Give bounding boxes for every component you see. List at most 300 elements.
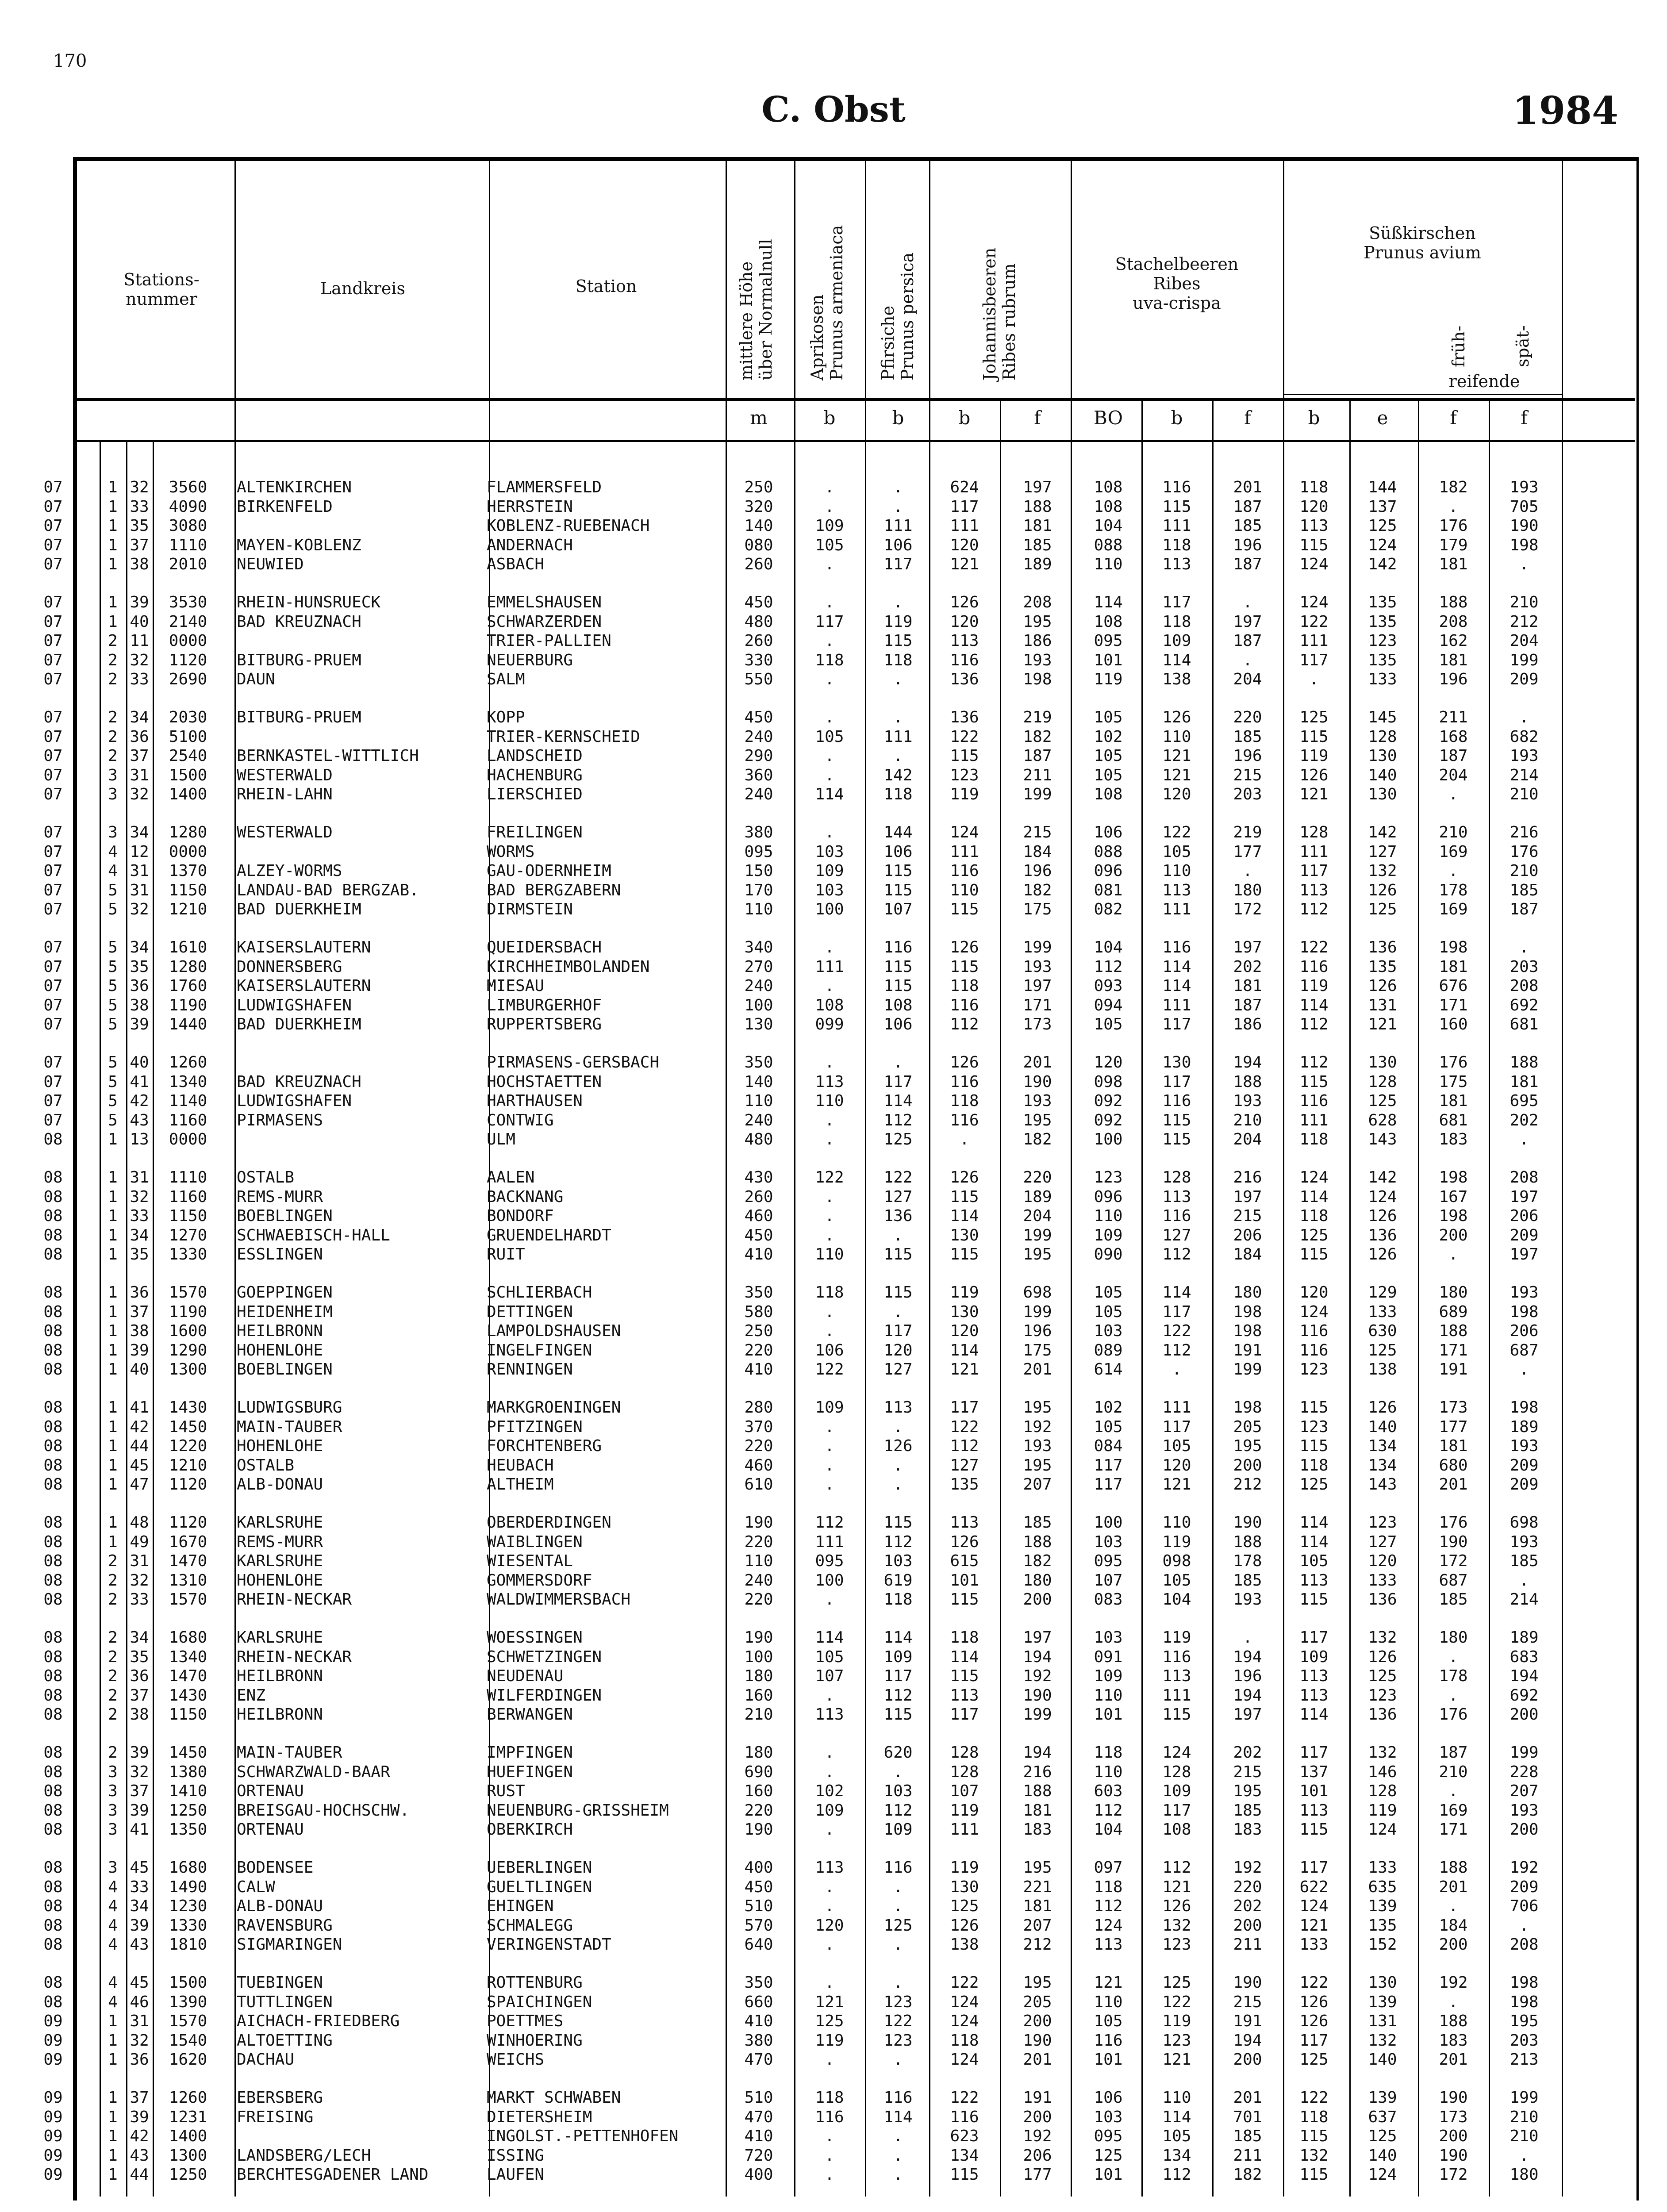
value-cell: 186 bbox=[1023, 632, 1052, 650]
value-cell: 117 bbox=[883, 1072, 913, 1091]
value-cell: 122 bbox=[1299, 612, 1329, 631]
value-cell: 186 bbox=[1233, 1015, 1262, 1033]
station-cell: FORCHTENBERG bbox=[487, 1437, 602, 1455]
value-cell: 115 bbox=[950, 1187, 979, 1206]
column-divider bbox=[1000, 398, 1001, 2197]
value-cell: 12 bbox=[130, 842, 149, 861]
value-cell: 220 bbox=[744, 1437, 773, 1455]
value-cell: 1340 bbox=[169, 1647, 207, 1666]
value-cell: 124 bbox=[1299, 1302, 1329, 1321]
value-cell: 199 bbox=[1023, 1302, 1052, 1321]
value-cell: 199 bbox=[1510, 2089, 1539, 2107]
value-cell: 110 bbox=[1162, 1513, 1191, 1532]
value-cell: 2 bbox=[108, 747, 118, 765]
value-cell: 118 bbox=[883, 1590, 913, 1609]
value-cell: 105 bbox=[815, 1647, 844, 1666]
district-cell: KARLSRUHE bbox=[237, 1628, 323, 1647]
value-cell: 08 bbox=[43, 1628, 63, 1647]
value-cell: 112 bbox=[1094, 1801, 1123, 1820]
district-cell: BIRKENFELD bbox=[237, 497, 333, 516]
value-cell: 07 bbox=[43, 938, 63, 956]
value-cell: 176 bbox=[1439, 1053, 1468, 1071]
value-cell: 115 bbox=[883, 1513, 913, 1532]
value-cell: 120 bbox=[1162, 785, 1191, 803]
value-cell: 092 bbox=[1094, 1111, 1123, 1129]
value-cell: 08 bbox=[43, 1686, 63, 1705]
district-cell: BAD KREUZNACH bbox=[237, 612, 361, 631]
station-cell: GAU-ODERNHEIM bbox=[487, 862, 611, 880]
value-cell: 108 bbox=[883, 996, 913, 1014]
station-cell: NEUERBURG bbox=[487, 651, 573, 669]
value-cell: 620 bbox=[883, 1743, 913, 1762]
value-cell: . bbox=[1519, 1130, 1529, 1148]
value-cell: 123 bbox=[1299, 1360, 1329, 1379]
value-cell: 105 bbox=[1094, 1015, 1123, 1033]
district-cell: BODENSEE bbox=[237, 1859, 314, 1877]
value-cell: . bbox=[1448, 785, 1458, 803]
value-cell: 123 bbox=[1368, 1513, 1397, 1532]
value-cell: 1 bbox=[108, 2108, 118, 2126]
value-cell: . bbox=[825, 2146, 834, 2165]
value-cell: 134 bbox=[1368, 1456, 1397, 1475]
value-cell: 08 bbox=[43, 1897, 63, 1915]
station-cell: QUEIDERSBACH bbox=[487, 938, 602, 956]
value-cell: 118 bbox=[883, 785, 913, 803]
district-cell: BAD KREUZNACH bbox=[237, 1072, 361, 1091]
value-cell: 105 bbox=[1162, 1571, 1191, 1590]
value-cell: 187 bbox=[1439, 1743, 1468, 1762]
value-cell: 460 bbox=[744, 1456, 773, 1475]
value-cell: 121 bbox=[1162, 747, 1191, 765]
station-cell: KOPP bbox=[487, 708, 525, 726]
header-station-number: Stations- nummer bbox=[123, 270, 200, 309]
value-cell: 118 bbox=[1162, 536, 1191, 554]
value-cell: 126 bbox=[1162, 708, 1191, 726]
value-cell: 115 bbox=[1162, 497, 1191, 516]
value-cell: 116 bbox=[815, 2108, 844, 2126]
value-cell: 08 bbox=[43, 1187, 63, 1206]
value-cell: 125 bbox=[1368, 1667, 1397, 1685]
header-peach: Pfirsiche Prunus persica bbox=[878, 252, 917, 380]
value-cell: 121 bbox=[1162, 1475, 1191, 1494]
value-cell: 198 bbox=[1439, 938, 1468, 956]
value-cell: 260 bbox=[744, 1187, 773, 1206]
value-cell: . bbox=[1519, 1916, 1529, 1935]
value-cell: . bbox=[1243, 1628, 1252, 1647]
value-cell: 1610 bbox=[169, 938, 207, 956]
value-cell: 176 bbox=[1439, 517, 1468, 535]
value-cell: 125 bbox=[1299, 1475, 1329, 1494]
value-cell: 132 bbox=[1368, 1743, 1397, 1762]
value-cell: 122 bbox=[883, 2012, 913, 2030]
value-cell: 115 bbox=[950, 747, 979, 765]
value-cell: 1 bbox=[108, 2012, 118, 2030]
value-cell: 07 bbox=[43, 996, 63, 1014]
value-cell: . bbox=[825, 632, 834, 650]
value-cell: 681 bbox=[1510, 1015, 1539, 1033]
value-cell: 169 bbox=[1439, 842, 1468, 861]
value-cell: 32 bbox=[130, 478, 149, 496]
value-cell: 130 bbox=[950, 1226, 979, 1244]
value-cell: 112 bbox=[815, 1513, 844, 1532]
value-cell: 637 bbox=[1368, 2108, 1397, 2126]
value-cell: 08 bbox=[43, 1168, 63, 1187]
value-cell: 2 bbox=[108, 651, 118, 669]
value-cell: 450 bbox=[744, 1878, 773, 1896]
value-cell: 100 bbox=[1094, 1513, 1123, 1532]
value-cell: 3 bbox=[108, 1763, 118, 1781]
district-cell: EBERSBERG bbox=[237, 2089, 323, 2107]
value-cell: 220 bbox=[744, 1532, 773, 1551]
value-cell: 11 bbox=[130, 632, 149, 650]
district-cell: WESTERWALD bbox=[237, 823, 333, 841]
value-cell: 123 bbox=[1162, 1936, 1191, 1954]
value-cell: 1500 bbox=[169, 1974, 207, 1992]
value-cell: 1 bbox=[108, 2166, 118, 2184]
value-cell: 124 bbox=[1368, 1187, 1397, 1206]
station-cell: PIRMASENS-GERSBACH bbox=[487, 1053, 660, 1071]
value-cell: 215 bbox=[1233, 1993, 1262, 2011]
value-cell: . bbox=[825, 1763, 834, 1781]
value-cell: 181 bbox=[1439, 1092, 1468, 1110]
value-cell: 113 bbox=[1299, 1801, 1329, 1820]
station-cell: HARTHAUSEN bbox=[487, 1092, 583, 1110]
value-cell: . bbox=[893, 708, 903, 726]
column-divider bbox=[1212, 398, 1214, 2197]
value-cell: 32 bbox=[130, 1571, 149, 1590]
value-cell: 150 bbox=[744, 862, 773, 880]
district-cell: ALZEY-WORMS bbox=[237, 862, 342, 880]
value-cell: 1 bbox=[108, 1168, 118, 1187]
value-cell: 126 bbox=[1299, 1993, 1329, 2011]
value-cell: 220 bbox=[744, 1341, 773, 1359]
value-cell: 199 bbox=[1510, 1743, 1539, 1762]
value-cell: 124 bbox=[1094, 1916, 1123, 1935]
value-cell: 118 bbox=[883, 651, 913, 669]
value-cell: 136 bbox=[1368, 1590, 1397, 1609]
value-cell: 124 bbox=[1368, 536, 1397, 554]
value-cell: 102 bbox=[1094, 727, 1123, 746]
station-cell: SALM bbox=[487, 670, 525, 688]
value-cell: 121 bbox=[1094, 1974, 1123, 1992]
value-cell: 1570 bbox=[169, 2012, 207, 2030]
value-cell: 114 bbox=[1299, 996, 1329, 1014]
district-cell: REMS-MURR bbox=[237, 1532, 323, 1551]
value-cell: 142 bbox=[1368, 1168, 1397, 1187]
value-cell: 09 bbox=[43, 2146, 63, 2165]
value-cell: . bbox=[1448, 1993, 1458, 2011]
value-cell: 128 bbox=[1299, 823, 1329, 841]
value-cell: 203 bbox=[1510, 2031, 1539, 2050]
value-cell: 119 bbox=[950, 1859, 979, 1877]
value-cell: 209 bbox=[1510, 670, 1539, 688]
value-cell: 190 bbox=[1023, 1072, 1052, 1091]
value-cell: 113 bbox=[1162, 881, 1191, 899]
value-cell: 07 bbox=[43, 632, 63, 650]
value-cell: 08 bbox=[43, 1667, 63, 1685]
value-cell: 114 bbox=[1299, 1513, 1329, 1532]
value-cell: 127 bbox=[1368, 1532, 1397, 1551]
value-cell: 114 bbox=[1299, 1705, 1329, 1724]
district-cell: CALW bbox=[237, 1878, 275, 1896]
value-cell: 220 bbox=[1023, 1168, 1052, 1187]
value-cell: 117 bbox=[883, 555, 913, 573]
value-cell: . bbox=[893, 593, 903, 611]
value-cell: 115 bbox=[883, 1245, 913, 1263]
value-cell: 510 bbox=[744, 2089, 773, 2107]
value-cell: 689 bbox=[1439, 1302, 1468, 1321]
value-cell: 189 bbox=[1023, 555, 1052, 573]
value-cell: 1760 bbox=[169, 977, 207, 995]
column-divider bbox=[1283, 157, 1284, 2197]
value-cell: 109 bbox=[815, 1801, 844, 1820]
value-cell: 118 bbox=[1162, 612, 1191, 631]
value-cell: 183 bbox=[1023, 1820, 1052, 1839]
value-cell: 3 bbox=[108, 785, 118, 803]
value-cell: 185 bbox=[1023, 1513, 1052, 1532]
district-cell: ORTENAU bbox=[237, 1782, 304, 1800]
value-cell: . bbox=[1448, 497, 1458, 516]
district-cell: ORTENAU bbox=[237, 1820, 304, 1839]
value-cell: 682 bbox=[1510, 727, 1539, 746]
value-cell: 209 bbox=[1510, 1878, 1539, 1896]
value-cell: 08 bbox=[43, 1936, 63, 1954]
value-cell: 198 bbox=[1233, 1302, 1262, 1321]
value-cell: 0000 bbox=[169, 842, 207, 861]
value-cell: 191 bbox=[1233, 1341, 1262, 1359]
value-cell: 1120 bbox=[169, 1513, 207, 1532]
value-cell: 1370 bbox=[169, 862, 207, 880]
value-cell: 200 bbox=[1439, 1226, 1468, 1244]
value-cell: 3 bbox=[108, 823, 118, 841]
value-cell: 136 bbox=[1368, 1705, 1397, 1724]
value-cell: 200 bbox=[1233, 2051, 1262, 2069]
district-cell: ENZ bbox=[237, 1686, 266, 1705]
value-cell: 1680 bbox=[169, 1628, 207, 1647]
value-cell: 189 bbox=[1510, 1628, 1539, 1647]
value-cell: 370 bbox=[744, 1417, 773, 1436]
value-cell: 110 bbox=[950, 881, 979, 899]
value-cell: 212 bbox=[1510, 612, 1539, 631]
value-cell: 117 bbox=[1299, 1628, 1329, 1647]
value-cell: 120 bbox=[1299, 497, 1329, 516]
value-cell: 1340 bbox=[169, 1072, 207, 1091]
value-cell: 115 bbox=[950, 957, 979, 976]
value-cell: 08 bbox=[43, 1283, 63, 1302]
station-cell: FLAMMERSFELD bbox=[487, 478, 602, 496]
value-cell: 1500 bbox=[169, 766, 207, 784]
value-cell: 185 bbox=[1233, 2127, 1262, 2145]
value-cell: 681 bbox=[1439, 1111, 1468, 1129]
value-cell: 31 bbox=[130, 2012, 149, 2030]
station-cell: WEICHS bbox=[487, 2051, 545, 2069]
value-cell: 120 bbox=[1162, 1456, 1191, 1475]
value-cell: 08 bbox=[43, 1993, 63, 2011]
value-cell: 115 bbox=[1299, 1072, 1329, 1091]
value-cell: 118 bbox=[1299, 1456, 1329, 1475]
value-cell: 270 bbox=[744, 957, 773, 976]
value-cell: 120 bbox=[950, 536, 979, 554]
value-cell: . bbox=[1243, 651, 1252, 669]
value-cell: 240 bbox=[744, 727, 773, 746]
value-cell: . bbox=[1309, 670, 1319, 688]
value-cell: 640 bbox=[744, 1936, 773, 1954]
value-cell: 1310 bbox=[169, 1571, 207, 1590]
district-cell: HOHENLOHE bbox=[237, 1437, 323, 1455]
value-cell: 118 bbox=[950, 1092, 979, 1110]
value-cell: 114 bbox=[1094, 593, 1123, 611]
value-cell: 211 bbox=[1023, 766, 1052, 784]
value-cell: 179 bbox=[1439, 536, 1468, 554]
value-cell: 117 bbox=[1299, 2031, 1329, 2050]
value-cell: . bbox=[893, 2051, 903, 2069]
value-cell: 1 bbox=[108, 536, 118, 554]
district-cell: ALTENKIRCHEN bbox=[237, 478, 352, 496]
value-cell: 192 bbox=[1023, 1667, 1052, 1685]
value-cell: 09 bbox=[43, 2127, 63, 2145]
value-cell: 104 bbox=[1094, 517, 1123, 535]
value-cell: 182 bbox=[1023, 1552, 1052, 1570]
district-cell: RHEIN-NECKAR bbox=[237, 1590, 352, 1609]
value-cell: . bbox=[893, 1878, 903, 1896]
value-cell: 07 bbox=[43, 957, 63, 976]
value-cell: 111 bbox=[1299, 1111, 1329, 1129]
value-cell: 35 bbox=[130, 1647, 149, 1666]
value-cell: . bbox=[825, 1302, 834, 1321]
value-cell: 211 bbox=[1233, 2146, 1262, 2165]
value-cell: 1 bbox=[108, 2051, 118, 2069]
value-cell: 08 bbox=[43, 1878, 63, 1896]
value-cell: 193 bbox=[1023, 1437, 1052, 1455]
value-cell: 190 bbox=[1439, 2146, 1468, 2165]
value-cell: 193 bbox=[1023, 651, 1052, 669]
value-cell: 44 bbox=[130, 2166, 149, 2184]
station-cell: LANDSCHEID bbox=[487, 747, 583, 765]
header-cherry-early: früh- bbox=[1449, 325, 1468, 367]
value-cell: 194 bbox=[1233, 1053, 1262, 1071]
value-cell: 195 bbox=[1023, 1974, 1052, 1992]
value-cell: 1300 bbox=[169, 2146, 207, 2165]
value-cell: . bbox=[825, 1053, 834, 1071]
value-cell: 140 bbox=[744, 517, 773, 535]
value-cell: 120 bbox=[1094, 1053, 1123, 1071]
value-cell: 112 bbox=[1299, 1053, 1329, 1071]
value-cell: 34 bbox=[130, 938, 149, 956]
value-cell: 172 bbox=[1439, 1552, 1468, 1570]
station-cell: LIMBURGERHOF bbox=[487, 996, 602, 1014]
district-cell: RHEIN-NECKAR bbox=[237, 1647, 352, 1666]
value-cell: 122 bbox=[883, 1168, 913, 1187]
value-cell: 40 bbox=[130, 612, 149, 631]
value-cell: 112 bbox=[883, 1111, 913, 1129]
value-cell: 112 bbox=[1162, 1341, 1191, 1359]
value-cell: 177 bbox=[1439, 1417, 1468, 1436]
value-cell: 140 bbox=[1368, 2051, 1397, 2069]
value-cell: 198 bbox=[1510, 1398, 1539, 1417]
value-cell: 192 bbox=[1439, 1974, 1468, 1992]
value-cell: 07 bbox=[43, 785, 63, 803]
value-cell: 195 bbox=[1510, 2012, 1539, 2030]
value-cell: 410 bbox=[744, 2012, 773, 2030]
district-cell: BREISGAU-HOCHSCHW. bbox=[237, 1801, 410, 1820]
value-cell: 090 bbox=[1094, 1245, 1123, 1263]
value-cell: . bbox=[893, 1897, 903, 1915]
value-cell: 683 bbox=[1510, 1647, 1539, 1666]
value-cell: 690 bbox=[744, 1763, 773, 1781]
value-cell: 31 bbox=[130, 766, 149, 784]
value-cell: 091 bbox=[1094, 1647, 1123, 1666]
value-cell: 1250 bbox=[169, 2166, 207, 2184]
value-cell: 122 bbox=[950, 1974, 979, 1992]
station-cell: KIRCHHEIMBOLANDEN bbox=[487, 957, 650, 976]
value-cell: 125 bbox=[1162, 1974, 1191, 1992]
district-cell: TUTTLINGEN bbox=[237, 1993, 333, 2011]
value-cell: 260 bbox=[744, 555, 773, 573]
value-cell: 116 bbox=[950, 2108, 979, 2126]
value-cell: 122 bbox=[815, 1360, 844, 1379]
value-cell: 123 bbox=[883, 1993, 913, 2011]
value-cell: 1 bbox=[108, 1398, 118, 1417]
value-cell: 1290 bbox=[169, 1341, 207, 1359]
value-cell: 1410 bbox=[169, 1782, 207, 1800]
value-cell: 110 bbox=[1094, 1993, 1123, 2011]
value-cell: 088 bbox=[1094, 842, 1123, 861]
value-cell: 09 bbox=[43, 2166, 63, 2184]
station-cell: PFITZINGEN bbox=[487, 1417, 583, 1436]
value-cell: 194 bbox=[1510, 1667, 1539, 1685]
value-cell: 089 bbox=[1094, 1341, 1123, 1359]
value-cell: 38 bbox=[130, 996, 149, 1014]
value-cell: 200 bbox=[1510, 1705, 1539, 1724]
value-cell: 2010 bbox=[169, 555, 207, 573]
value-cell: 117 bbox=[1299, 1743, 1329, 1762]
value-cell: 1 bbox=[108, 497, 118, 516]
value-cell: 115 bbox=[1162, 1130, 1191, 1148]
value-cell: 126 bbox=[950, 1168, 979, 1187]
district-cell: MAIN-TAUBER bbox=[237, 1743, 342, 1762]
value-cell: 177 bbox=[1233, 842, 1262, 861]
value-cell: 1150 bbox=[169, 1207, 207, 1225]
value-cell: 1400 bbox=[169, 2127, 207, 2145]
value-cell: 202 bbox=[1233, 1897, 1262, 1915]
value-cell: 200 bbox=[1023, 2108, 1052, 2126]
value-cell: 195 bbox=[1023, 1398, 1052, 1417]
value-cell: 124 bbox=[950, 2012, 979, 2030]
station-cell: UEBERLINGEN bbox=[487, 1859, 592, 1877]
value-cell: 095 bbox=[1094, 2127, 1123, 2145]
value-cell: 687 bbox=[1510, 1341, 1539, 1359]
value-cell: 185 bbox=[1510, 881, 1539, 899]
value-cell: . bbox=[825, 670, 834, 688]
value-cell: 126 bbox=[950, 938, 979, 956]
value-cell: . bbox=[825, 1974, 834, 1992]
value-cell: 08 bbox=[43, 1398, 63, 1417]
value-cell: 139 bbox=[1368, 1993, 1397, 2011]
value-cell: 178 bbox=[1439, 881, 1468, 899]
value-cell: 210 bbox=[1510, 2127, 1539, 2145]
value-cell: 34 bbox=[130, 1897, 149, 1915]
value-cell: 615 bbox=[950, 1552, 979, 1570]
value-cell: 460 bbox=[744, 1207, 773, 1225]
value-cell: 110 bbox=[744, 1092, 773, 1110]
value-cell: 138 bbox=[1368, 1360, 1397, 1379]
value-cell: . bbox=[893, 1302, 903, 1321]
district-cell: KAISERSLAUTERN bbox=[237, 977, 371, 995]
value-cell: 37 bbox=[130, 536, 149, 554]
value-cell: 07 bbox=[43, 842, 63, 861]
value-cell: 118 bbox=[950, 2031, 979, 2050]
value-cell: 192 bbox=[1510, 1859, 1539, 1877]
